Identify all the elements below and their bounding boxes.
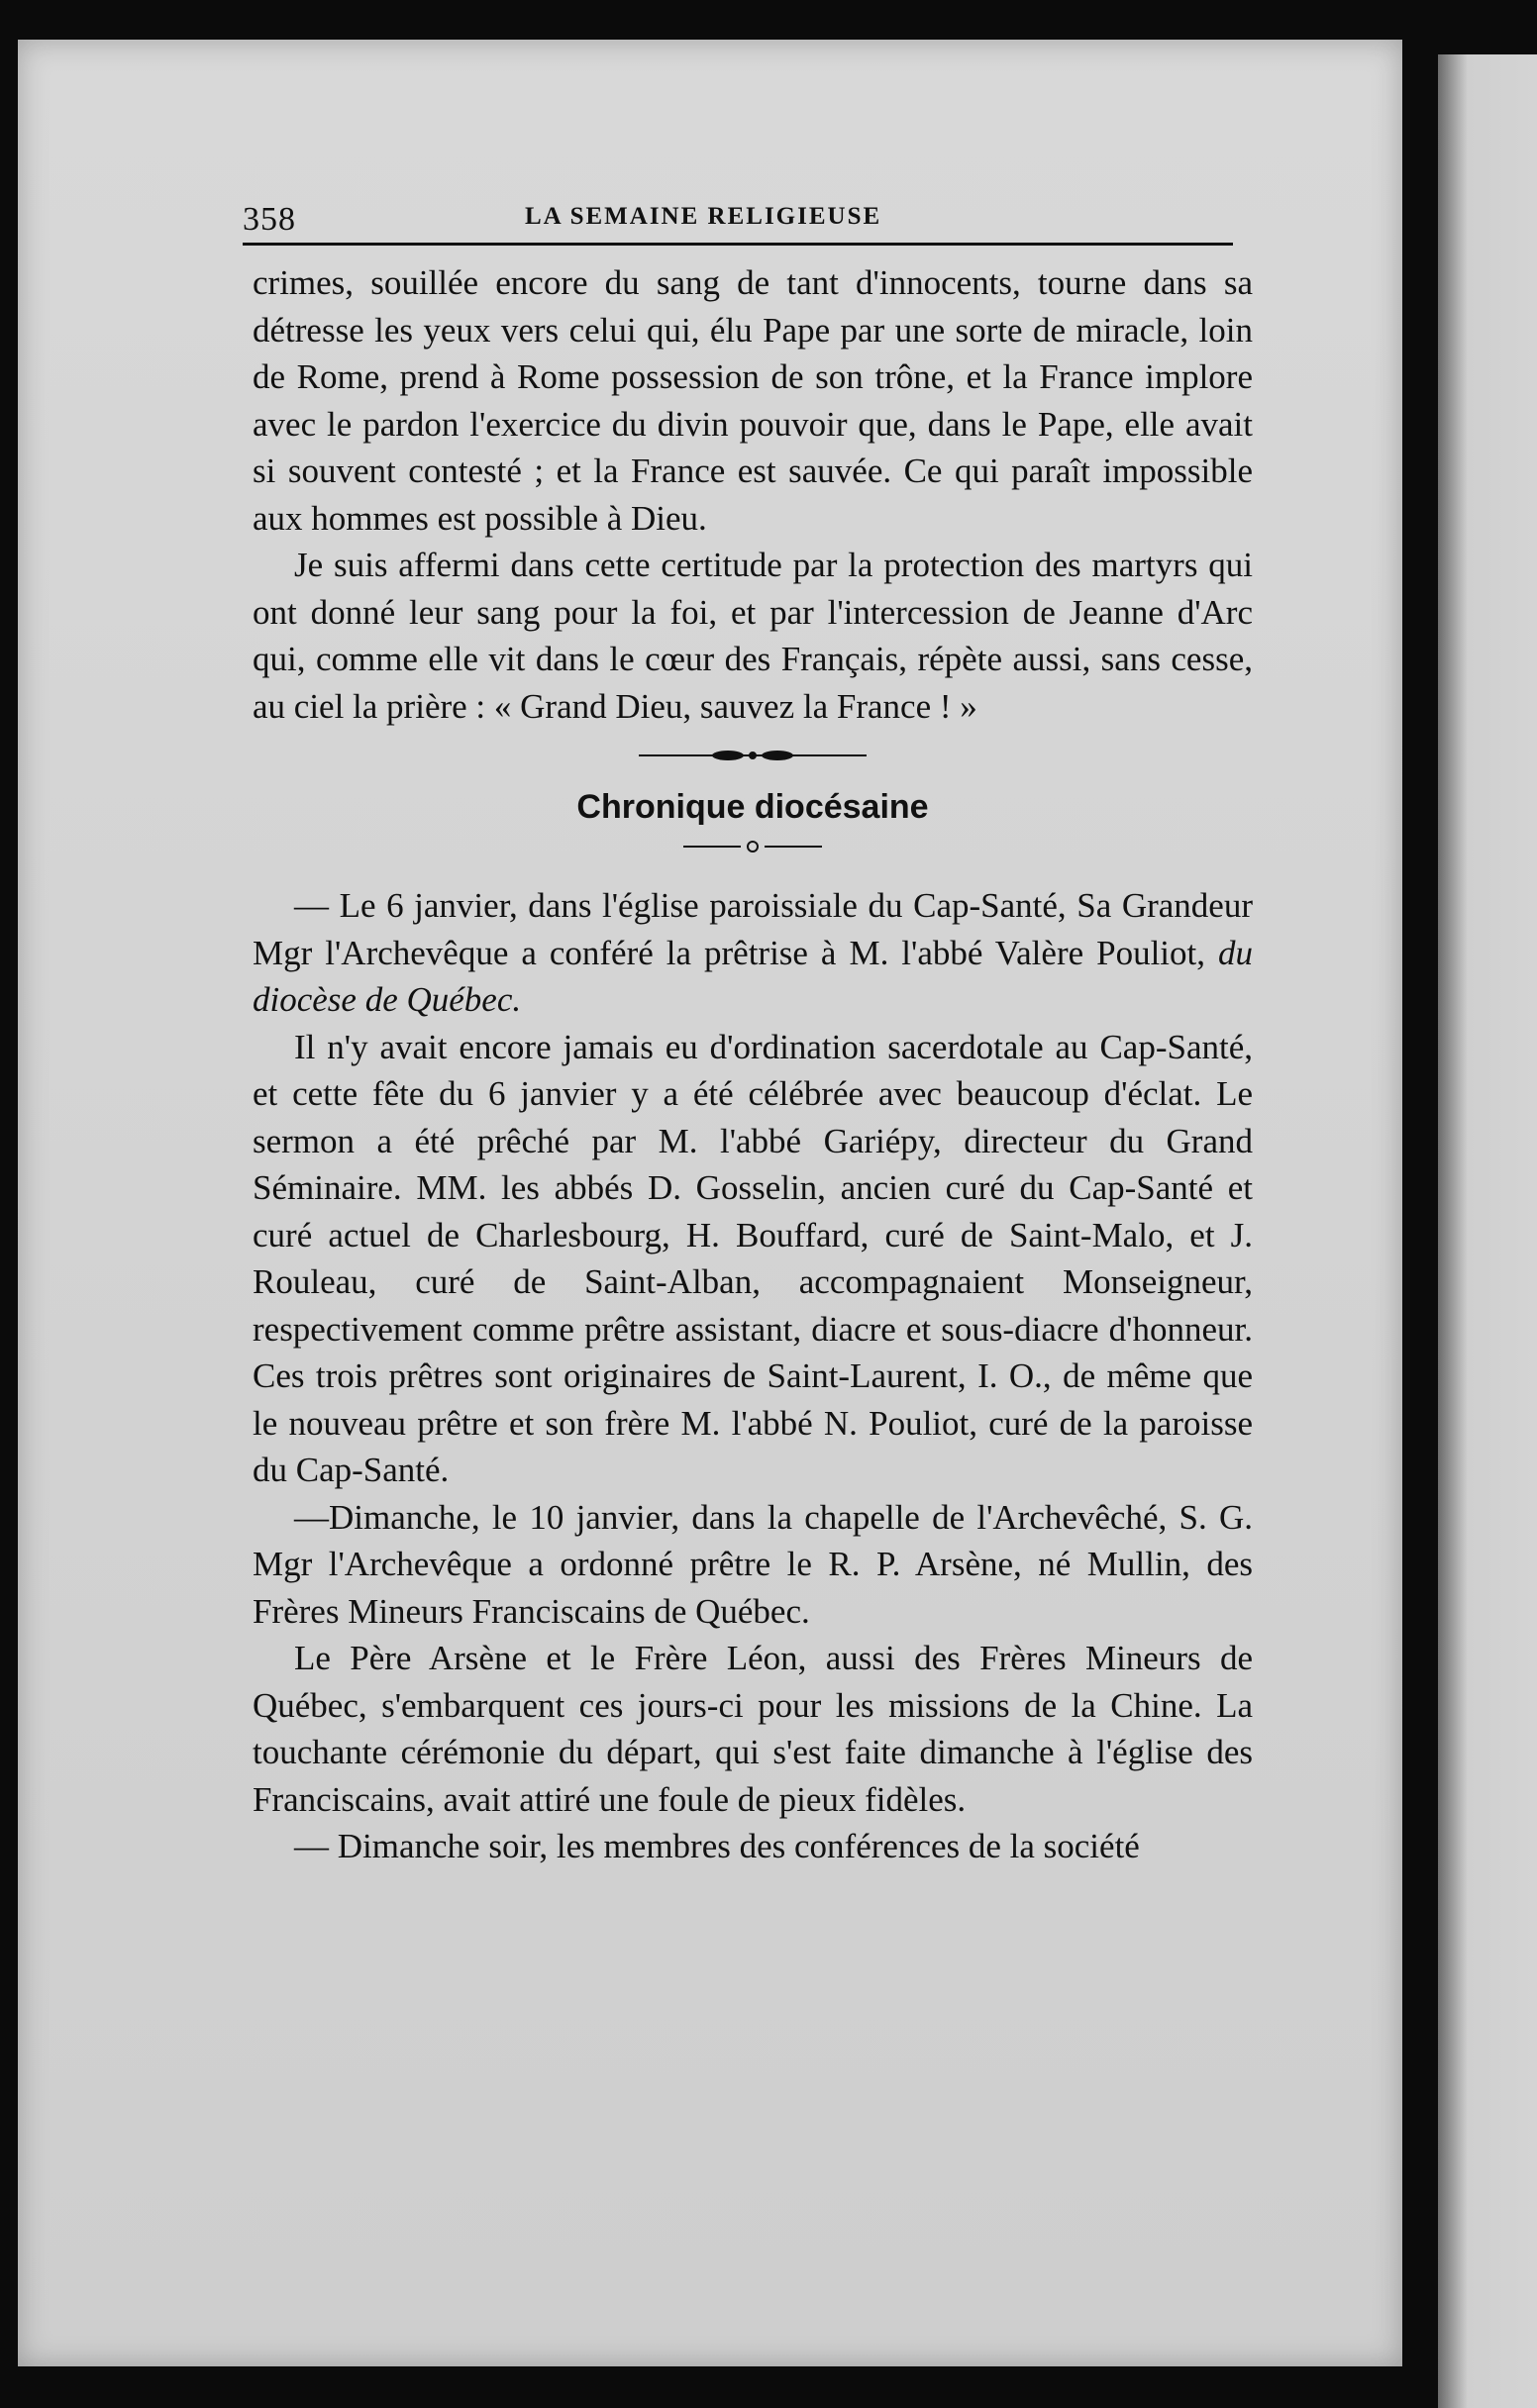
paragraph-text: — Le 6 janvier, dans l'église paroissiale du Cap-Santé, Sa Grandeur Mgr l'Archevêque a conféré la prêtrise à M. l'abbé Valère Pouliot, bbox=[253, 886, 1253, 972]
sub-ornament bbox=[253, 837, 1253, 856]
page-body bbox=[253, 259, 1253, 1870]
paragraph: —Dimanche, le 10 janvier, dans la chapelle de l'Archevêché, S. G. Mgr l'Archevêque a ordonné prêtre le R. P. Arsène, né Mullin, des Frères Mineurs Franciscains de Québec. bbox=[253, 1497, 1253, 1631]
paragraph-italic-text: du diocèse de Québec. bbox=[253, 933, 1253, 1019]
paragraph-chronique-1 bbox=[253, 882, 1253, 1024]
page-header bbox=[243, 193, 1233, 246]
paragraph: — Dimanche soir, les membres des conférences de la société bbox=[294, 1827, 1140, 1865]
section-title: Chronique diocésaine bbox=[576, 788, 929, 826]
rule-circle-icon bbox=[683, 837, 822, 856]
running-title: LA SEMAINE RELIGIEUSE bbox=[525, 203, 882, 230]
paragraph: Le Père Arsène et le Frère Léon, aussi des Frères Mineurs de Québec, s'embarquent ces jours-ci pour les missions de la Chine. La touchante cérémonie du départ, qui s'est faite dimanche à l'église des Franciscains, avait attiré une foule de pieux fidèles. bbox=[253, 1639, 1253, 1819]
paragraph-continued: crimes, souillée encore du sang de tant d'innocents, tourne dans sa détresse les yeux vers celui qui, élu Pape par une sorte de miracle, loin de Rome, prend à Rome possession de son trône, et la France implore avec le pardon l'exercice du divin pouvoir que, dans le Pape, elle avait si souvent contesté ; et la France est sauvée. Ce qui paraît impossible aux hommes est possible à Dieu. bbox=[253, 263, 1253, 538]
section-ornament bbox=[253, 744, 1253, 767]
paragraph: Il n'y avait encore jamais eu d'ordination sacerdotale au Cap-Santé, et cette fête du 6 janvier y a été célébrée avec beaucoup d'éclat. Le sermon a été prêché par M. l'abbé Gariépy, directeur du Grand Séminaire. MM. les abbés D. Gosselin, ancien curé du Cap-Santé et curé actuel de Charlesbourg, H. Bouffard, curé de Saint-Malo, et J. Rouleau, curé de Saint-Alban, accompagnaient Monseigneur, respectivement comme prêtre assistant, diacre et sous-diacre d'honneur. Ces trois prêtres sont originaires de Saint-Laurent, I. O., de même que le nouveau prêtre et son frère M. l'abbé N. Pouliot, curé de la paroisse du Cap-Santé. bbox=[253, 1027, 1253, 1489]
ornament-icon bbox=[639, 744, 867, 767]
facing-page-edge bbox=[1438, 54, 1537, 2408]
paragraph: Je suis affermi dans cette certitude par la protection des martyrs qui ont donné leur sang pour la foi, et par l'intercession de Jeanne d'Arc qui, comme elle vit dans le cœur des Français, répète aussi, sans cesse, au ciel la prière : « Grand Dieu, sauvez la France ! » bbox=[253, 546, 1253, 726]
page-number: 358 bbox=[243, 201, 296, 238]
